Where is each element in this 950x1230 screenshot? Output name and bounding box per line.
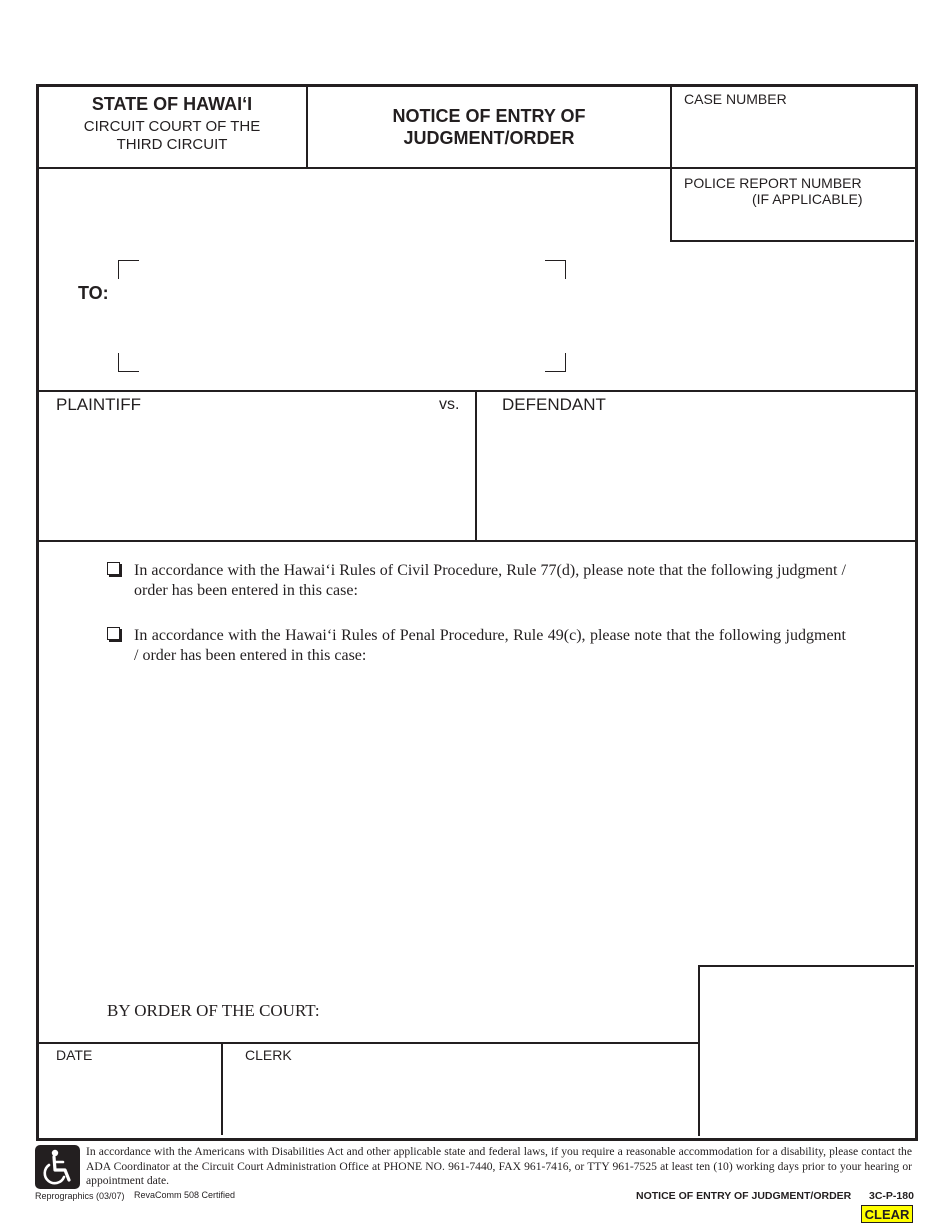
- wheelchair-icon: [35, 1145, 80, 1189]
- court-name-line1: CIRCUIT COURT OF THE: [83, 118, 261, 135]
- penal-procedure-checkbox[interactable]: [107, 627, 120, 640]
- header-bottom-rule: [36, 167, 915, 169]
- police-box-bottom-rule: [670, 240, 914, 242]
- clerk-label: CLERK: [245, 1047, 292, 1063]
- header-divider-left: [306, 86, 308, 168]
- state-heading: STATE OF HAWAI‘I: [91, 94, 253, 114]
- police-report-field[interactable]: [682, 210, 910, 238]
- parties-divider: [475, 391, 477, 541]
- penal-procedure-text: In accordance with the Hawai‘i Rules of Penal Procedure, Rule 49(c), please note that the following judgment / order has been entered in this case:: [134, 627, 846, 664]
- header-divider-right: [670, 86, 672, 242]
- address-corner-bottom-right: [545, 353, 566, 372]
- ada-notice: In accordance with the Americans with Disabilities Act and other applicable state and federal laws, if you require a reasonable accommodation for a disability, please contact the ADA Coordinator at the Circuit Court Administration Office at PHONE NO. 961-7440, FAX 961-7416, or TTY 961-7525 at least ten (10) working days prior to your hearing or appointment date.: [86, 1145, 912, 1187]
- form-title-line1: NOTICE OF ENTRY OF: [392, 106, 586, 126]
- judgment-text-field[interactable]: [106, 676, 850, 960]
- reprographics-note: Reprographics (03/07): [35, 1191, 125, 1201]
- plaintiff-label: PLAINTIFF: [56, 395, 142, 414]
- date-clerk-divider: [221, 1043, 223, 1135]
- to-label: TO:: [78, 283, 109, 303]
- civil-procedure-checkbox[interactable]: [107, 562, 120, 575]
- by-order-of-court: BY ORDER OF THE COURT:: [107, 1001, 320, 1020]
- case-number-label: CASE NUMBER: [684, 91, 787, 107]
- case-number-field[interactable]: [682, 112, 910, 164]
- clear-button[interactable]: CLEAR: [861, 1205, 913, 1223]
- court-name-line2: THIRD CIRCUIT: [116, 136, 228, 153]
- date-label: DATE: [56, 1047, 93, 1063]
- plaintiff-field[interactable]: [50, 420, 464, 534]
- vs-label: vs.: [439, 396, 460, 413]
- court-seal-box: [700, 967, 912, 1134]
- form-title-line2: JUDGMENT/ORDER: [403, 128, 575, 148]
- signature-row-rule: [36, 1042, 700, 1044]
- defendant-field[interactable]: [490, 420, 904, 534]
- revacomm-note: RevaComm 508 Certified: [134, 1190, 236, 1200]
- defendant-label: DEFENDANT: [502, 395, 606, 414]
- address-corner-top-right: [545, 260, 566, 279]
- clerk-field[interactable]: [240, 1072, 684, 1114]
- to-address-field[interactable]: [128, 272, 544, 362]
- footer-form-code: 3C-P-180: [869, 1190, 914, 1202]
- parties-bottom-rule: [36, 540, 915, 542]
- civil-procedure-text: In accordance with the Hawai‘i Rules of Civil Procedure, Rule 77(d), please note that the following judgment / order has been entered in this case:: [134, 562, 846, 599]
- police-report-label-line2: (IF APPLICABLE): [752, 191, 863, 207]
- date-field[interactable]: [50, 1072, 214, 1114]
- footer-form-name: NOTICE OF ENTRY OF JUDGMENT/ORDER: [636, 1190, 852, 1202]
- police-report-label-line1: POLICE REPORT NUMBER: [684, 175, 862, 191]
